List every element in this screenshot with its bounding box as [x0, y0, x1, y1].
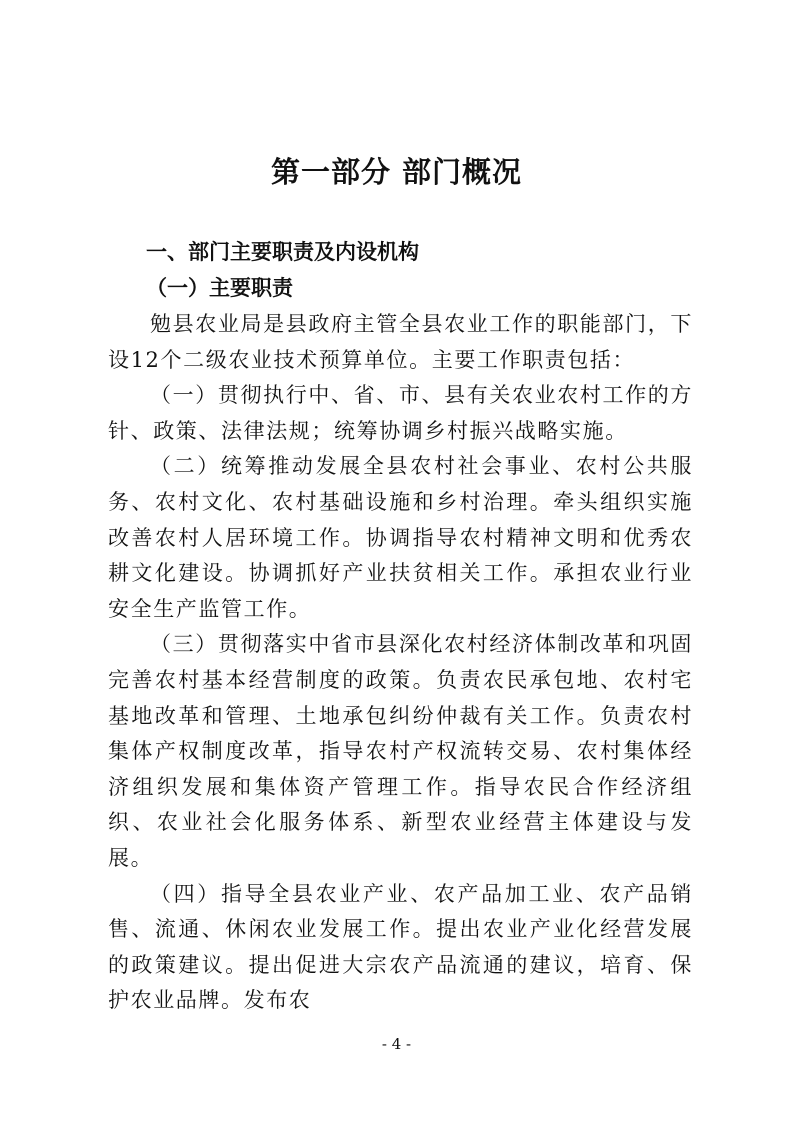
paragraph-duty-2: （二）统筹推动发展全县农村社会事业、农村公共服务、农村文化、农村基础设施和乡村治理。牵头组织实施改善农村人居环境工作。协调指导农村精神文明和优秀农耕文化建设。协调抓好产业扶贫相关工作。承担农业行业安全生产监管工作。	[108, 454, 693, 621]
body-text	[108, 307, 693, 1019]
section-heading: 一、部门主要职责及内设机构	[146, 240, 419, 264]
paragraph-duty-3: （三）贯彻落实中省市县深化农村经济体制改革和巩固完善农村基本经营制度的政策。负责农民承包地、农村宅基地改革和管理、土地承包纠纷仲裁有关工作。负责农村集体产权制度改革，指导农村产权流转交易、农村集体经济组织发展和集体资产管理工作。指导农民合作经济组织、农业社会化服务体系、新型农业经营主体建设与发展。	[108, 632, 693, 870]
page-number: - 4 -	[381, 1035, 412, 1053]
paragraph-duty-4: （四）指导全县农业产业、农产品加工业、农产品销售、流通、休闲农业发展工作。提出农业产业化经营发展的政策建议。提出促进大宗农产品流通的建议，培育、保护农业品牌。发布农	[108, 881, 693, 1013]
subsection-heading: （一）主要职责	[146, 276, 293, 300]
paragraph-duty-1: （一）贯彻执行中、省、市、县有关农业农村工作的方针、政策、法律法规；统筹协调乡村振兴战略实施。	[108, 383, 693, 443]
page-title: 第一部分 部门概况	[270, 155, 523, 189]
paragraph-intro: 勉县农业局是县政府主管全县农业工作的职能部门，下设12个二级农业技术预算单位。主要工作职责包括：	[108, 312, 693, 372]
